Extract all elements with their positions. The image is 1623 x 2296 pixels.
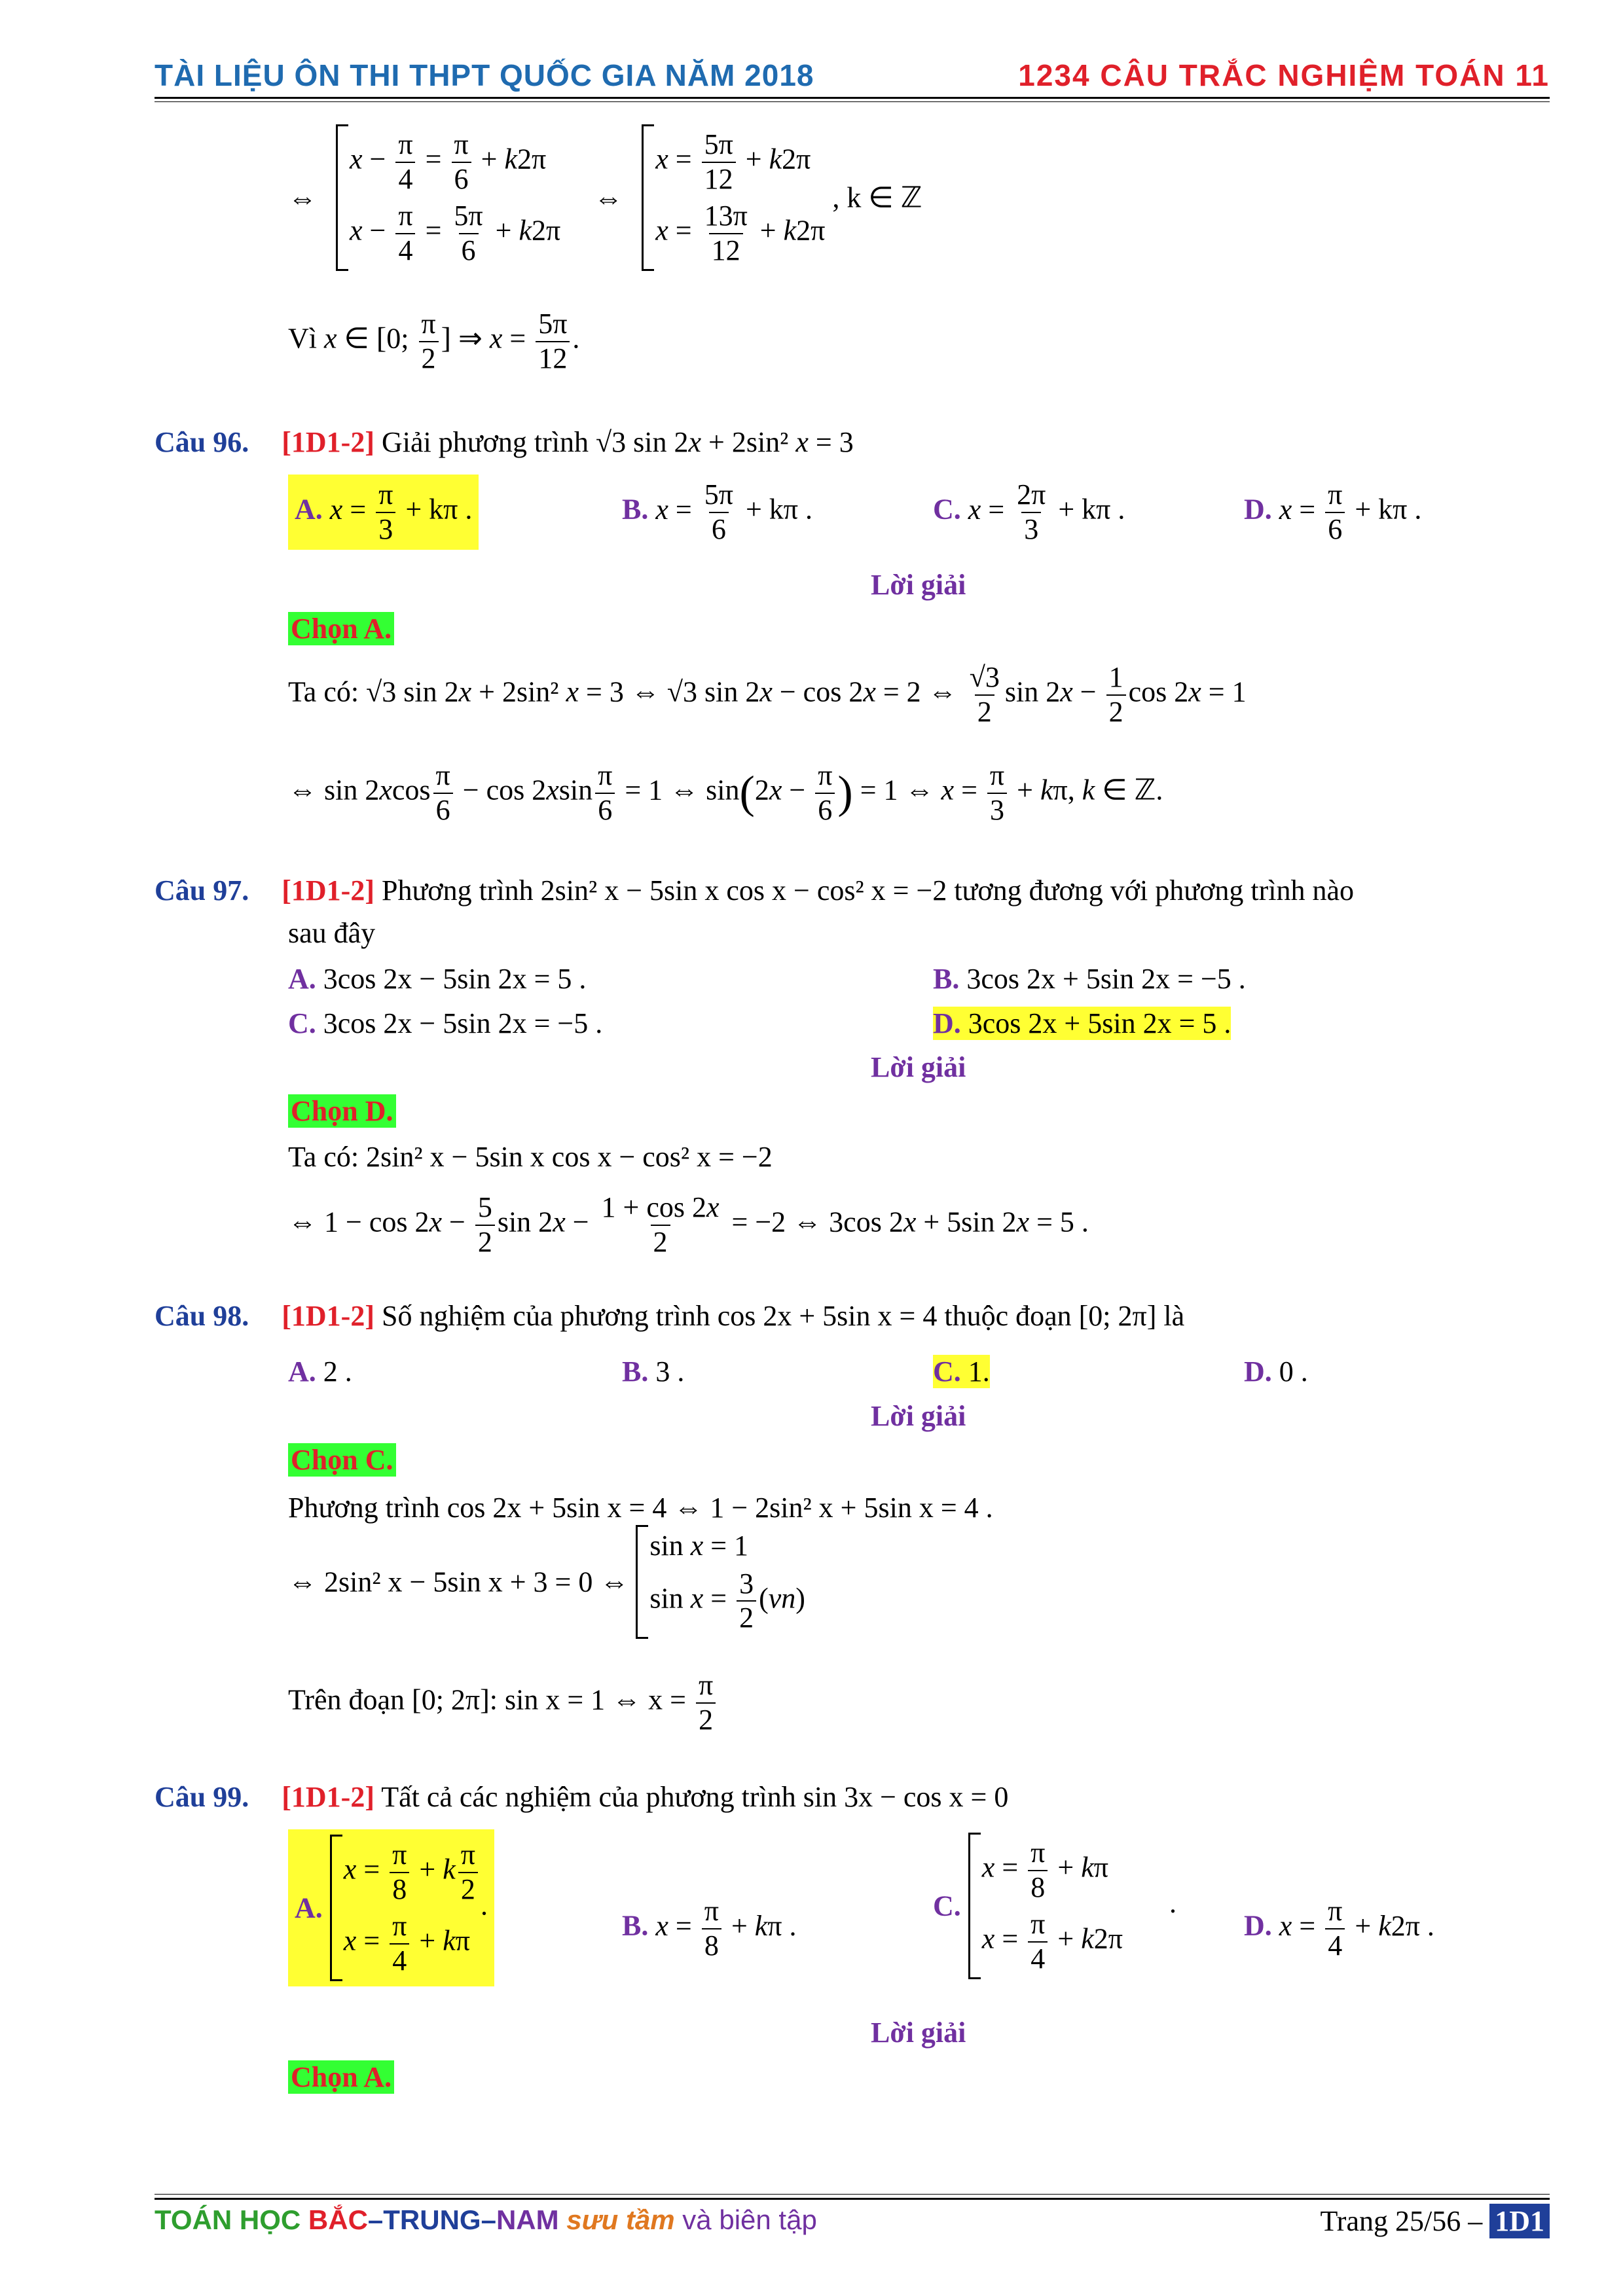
equiv-symbol: ⇔ bbox=[288, 181, 317, 214]
q97-solution-2: ⇔ 1 − cos 2x − $\frac{5}{2}$ sin 2x − $\frac{1 + \cos 2x}{2}$ = −2 ⇔ 3cos 2x + 5sin 2x = 5 . bbox=[288, 1191, 1089, 1258]
q98-solution-1: Phương trình cos 2x + 5sin x = 4 ⇔ 1 − 2sin² x + 5sin x = 4 . bbox=[288, 1492, 993, 1524]
q99-chon: Chọn A. bbox=[288, 2060, 394, 2094]
q98-loigiai: Lời giải bbox=[871, 1400, 966, 1432]
q99-stem: Câu 99. [1D1-2] Tất cả các nghiệm của phương trình sin 3x − cos x = 0 bbox=[155, 1781, 1009, 1813]
q96-tag: [1D1-2] bbox=[282, 426, 374, 458]
q98-option-d[interactable]: D. 0 . bbox=[1244, 1355, 1308, 1388]
q98-stem: Câu 98. [1D1-2] Số nghiệm của phương trình cos 2x + 5sin x = 4 thuộc đoạn [0; 2π] là bbox=[155, 1300, 1185, 1332]
system-left: x − $\frac{\pi}{4}$ = $\frac{\pi}{6}$ + k2π x − $\frac{\pi}{4}$ = $\frac{5\pi}{6}$ + k2π bbox=[336, 124, 560, 271]
vi-label: Vì bbox=[288, 322, 317, 355]
q98-option-c[interactable]: C. 1. bbox=[933, 1355, 990, 1388]
header-rule bbox=[155, 97, 1550, 99]
footer-rule-thin bbox=[155, 2194, 1550, 2195]
q96-option-d[interactable]: D. x = $\frac{\pi}{6}$ + kπ . bbox=[1244, 478, 1422, 545]
q96-option-c[interactable]: C. x = $\frac{2\pi}{3}$ + kπ . bbox=[933, 478, 1125, 545]
top-system: ⇔ x − $\frac{\pi}{4}$ = $\frac{\pi}{6}$ + k2π x − $\frac{\pi}{4}$ = $\frac{5\pi}{6}$ + k2π ⇔ x = $\frac{5\pi}{12}$ + k2π x = $\frac{13\pi}{12}$ + k2π , k ∈ ℤ bbox=[288, 124, 922, 271]
q98-option-a[interactable]: A. 2 . bbox=[288, 1355, 352, 1388]
q97-option-c[interactable]: C. 3cos 2x − 5sin 2x = −5 . bbox=[288, 1007, 603, 1039]
q96-solution-1: Ta có: √3 sin 2x + 2sin² x = 3 ⇔ √3 sin 2x − cos 2x = 2 ⇔ $\frac{√3}{2}$ sin 2x − $\frac{1}{2}$ cos 2x = 1 bbox=[288, 661, 1247, 728]
q97-option-b[interactable]: B. 3cos 2x + 5sin 2x = −5 . bbox=[933, 963, 1246, 995]
q96-number: Câu 96. bbox=[155, 426, 249, 458]
q97-option-a[interactable]: A. 3cos 2x − 5sin 2x = 5 . bbox=[288, 963, 587, 995]
k-in-z: , k ∈ ℤ bbox=[832, 181, 922, 214]
q96-chon: Chọn A. bbox=[288, 612, 394, 645]
q97-option-d[interactable]: D. 3cos 2x + 5sin 2x = 5 . bbox=[933, 1007, 1231, 1039]
q98-chon: Chọn C. bbox=[288, 1443, 396, 1477]
q96-option-a[interactable]: A. x = $\frac{\pi}{3}$ + kπ . bbox=[288, 475, 479, 550]
q96-text: Giải phương trình bbox=[381, 426, 589, 458]
header-rule-thin bbox=[155, 101, 1550, 102]
q97-loigiai: Lời giải bbox=[871, 1051, 966, 1083]
q96-solution-2: ⇔ sin 2xcos $\frac{\pi}{6}$ − cos 2xsin $\frac{\pi}{6}$ = 1 ⇔ sin(2x − $\frac{\pi}{6}$ ) = 1 ⇔ x = $\frac{\pi}{3}$ + kπ, k ∈ ℤ. bbox=[288, 759, 1163, 826]
q99-loigiai: Lời giải bbox=[871, 2017, 966, 2049]
q98-option-b[interactable]: B. 3 . bbox=[622, 1355, 685, 1388]
chapter-badge: 1D1 bbox=[1489, 2204, 1550, 2238]
vi-line: Vì x ∈ [0; $\frac{\pi}{2}$ ] ⇒ x = $\frac{5\pi}{12}$ . bbox=[288, 308, 580, 374]
q96-loigiai: Lời giải bbox=[871, 569, 966, 601]
footer-page bbox=[1320, 2204, 1550, 2238]
footer-rule bbox=[155, 2198, 1550, 2200]
q99-option-a[interactable]: A. x = $\frac{\pi}{8}$ + k $\frac{\pi}{2}$ x = $\frac{\pi}{4}$ + kπ . bbox=[288, 1829, 494, 1986]
q97-solution-1: Ta có: 2sin² x − 5sin x cos x − cos² x = −2 bbox=[288, 1141, 773, 1173]
page-number: Trang 25/56 – bbox=[1320, 2205, 1483, 2237]
q99-option-b[interactable]: B. x = $\frac{\pi}{8}$ + kπ . bbox=[622, 1895, 797, 1962]
footer-brand: TOÁN HỌC BẮC–TRUNG–NAM sưu tầm và biên tập bbox=[155, 2204, 817, 2235]
q98-solution-3: Trên đoạn [0; 2π]: sin x = 1 ⇔ x = $\frac{\pi}{2}$ bbox=[288, 1669, 718, 1736]
q96-stem: Câu 96. [1D1-2] Giải phương trình √3 sin 2x + 2sin² x = 3 bbox=[155, 426, 854, 458]
q98-solution-2: ⇔ 2sin² x − 5sin x + 3 = 0 ⇔ sin x = 1 sin x = $\frac{3}{2}$ (vn) bbox=[288, 1525, 805, 1639]
system-right: x = $\frac{5\pi}{12}$ + k2π x = $\frac{13\pi}{12}$ + k2π bbox=[642, 124, 825, 271]
header-title-right: 1234 CÂU TRẮC NGHIỆM TOÁN 11 bbox=[1018, 58, 1550, 92]
q97-stem: Câu 97. [1D1-2] Phương trình 2sin² x − 5sin x cos x − cos² x = −2 tương đương với phương trình nào bbox=[155, 874, 1355, 906]
q97-stem-2: sau đây bbox=[288, 917, 376, 949]
q96-option-b[interactable]: B. x = $\frac{5\pi}{6}$ + kπ . bbox=[622, 478, 812, 545]
q99-option-d[interactable]: D. x = $\frac{\pi}{4}$ + k2π . bbox=[1244, 1895, 1434, 1962]
q99-option-c[interactable]: C. x = $\frac{\pi}{8}$ + kπ x = $\frac{\pi}{4}$ + k2π . bbox=[933, 1833, 1176, 1979]
q97-chon: Chọn D. bbox=[288, 1094, 396, 1128]
header-title-left: TÀI LIỆU ÔN THI THPT QUỐC GIA NĂM 2018 bbox=[155, 58, 814, 92]
